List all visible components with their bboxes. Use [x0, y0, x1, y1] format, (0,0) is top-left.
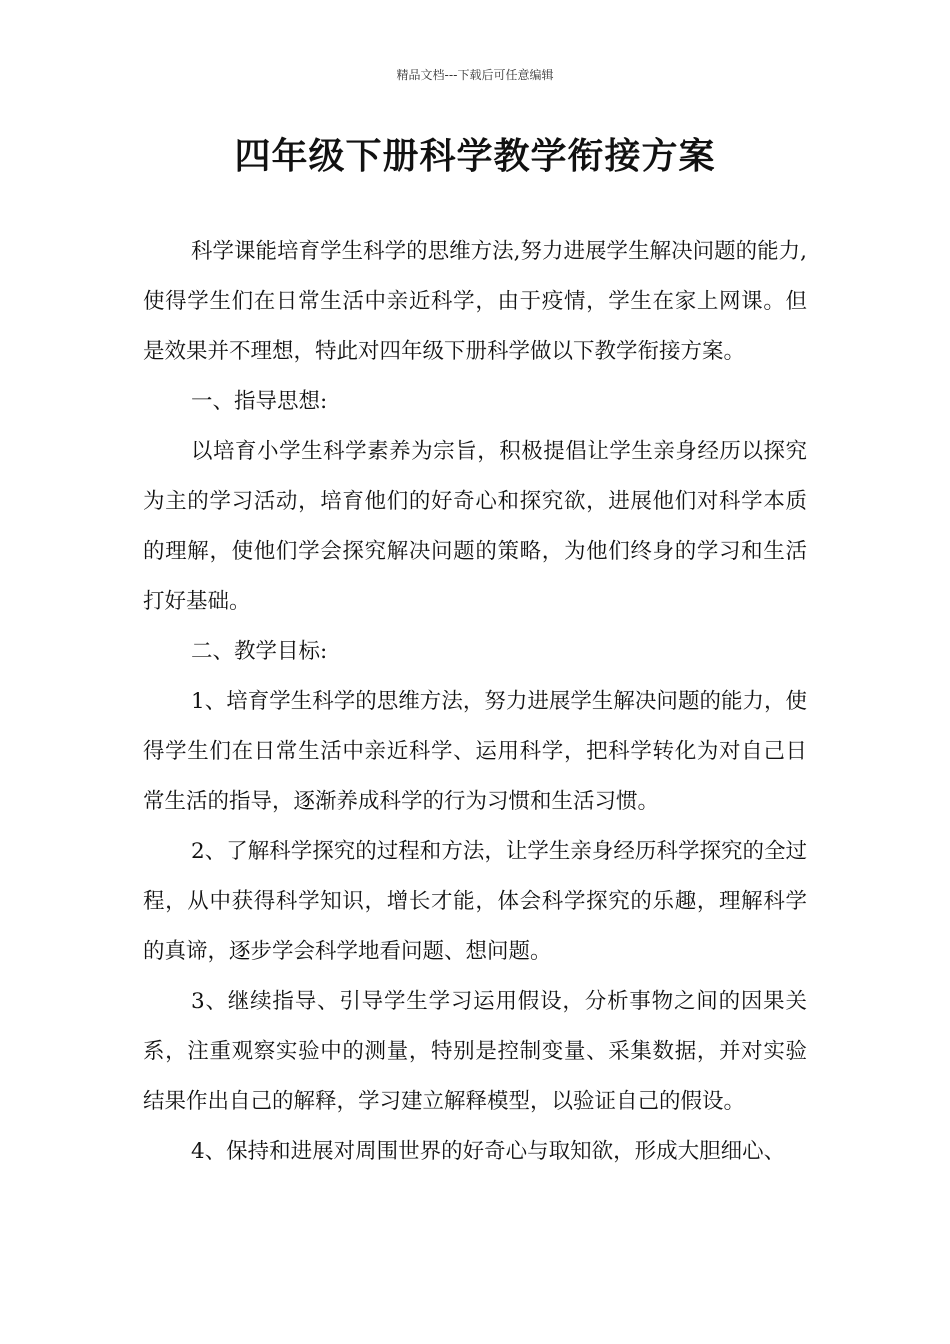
goal-item-4: 4、保持和进展对周围世界的好奇心与取知欲，形成大胆细心、 [191, 1139, 786, 1164]
guiding-ideology-paragraph: 以培育小学生科学素养为宗旨，积极提倡让学生亲身经历以探究为主的学习活动，培育他们的好奇心和探究欲，进展他们对科学本质的理解，使他们学会探究解决问题的策略，为他们终身的学习和生活打好基础。 [143, 439, 807, 614]
goal-item-1: 1、培育学生科学的思维方法，努力进展学生解决问题的能力，使得学生们在日常生活中亲近科学、运用科学，把科学转化为对自己日常生活的指导，逐渐养成科学的行为习惯和生活习惯。 [143, 689, 807, 814]
intro-paragraph: 科学课能培育学生科学的思维方法,努力进展学生解决问题的能力,使得学生们在日常生活中亲近科学，由于疫情，学生在家上网课。但是效果并不理想，特此对四年级下册科学做以下教学衔接方案。 [143, 239, 807, 364]
section-heading-teaching-goals: 二、教学目标: [191, 639, 328, 664]
header-note: 精品文档---下载后可任意编辑 [396, 68, 554, 82]
goal-item-3: 3、继续指导、引导学生学习运用假设，分析事物之间的因果关系，注重观察实验中的测量，特别是控制变量、采集数据，并对实验结果作出自己的解释，学习建立解释模型，以验证自己的假设。 [143, 989, 807, 1114]
goal-item-2: 2、了解科学探究的过程和方法，让学生亲身经历科学探究的全过程，从中获得科学知识，增长才能，体会科学探究的乐趣，理解科学的真谛，逐步学会科学地看问题、想问题。 [143, 839, 807, 964]
document-body [143, 227, 807, 1177]
section-heading-guiding-ideology: 一、指导思想: [191, 389, 328, 414]
document-title: 四年级下册科学教学衔接方案 [234, 136, 716, 177]
